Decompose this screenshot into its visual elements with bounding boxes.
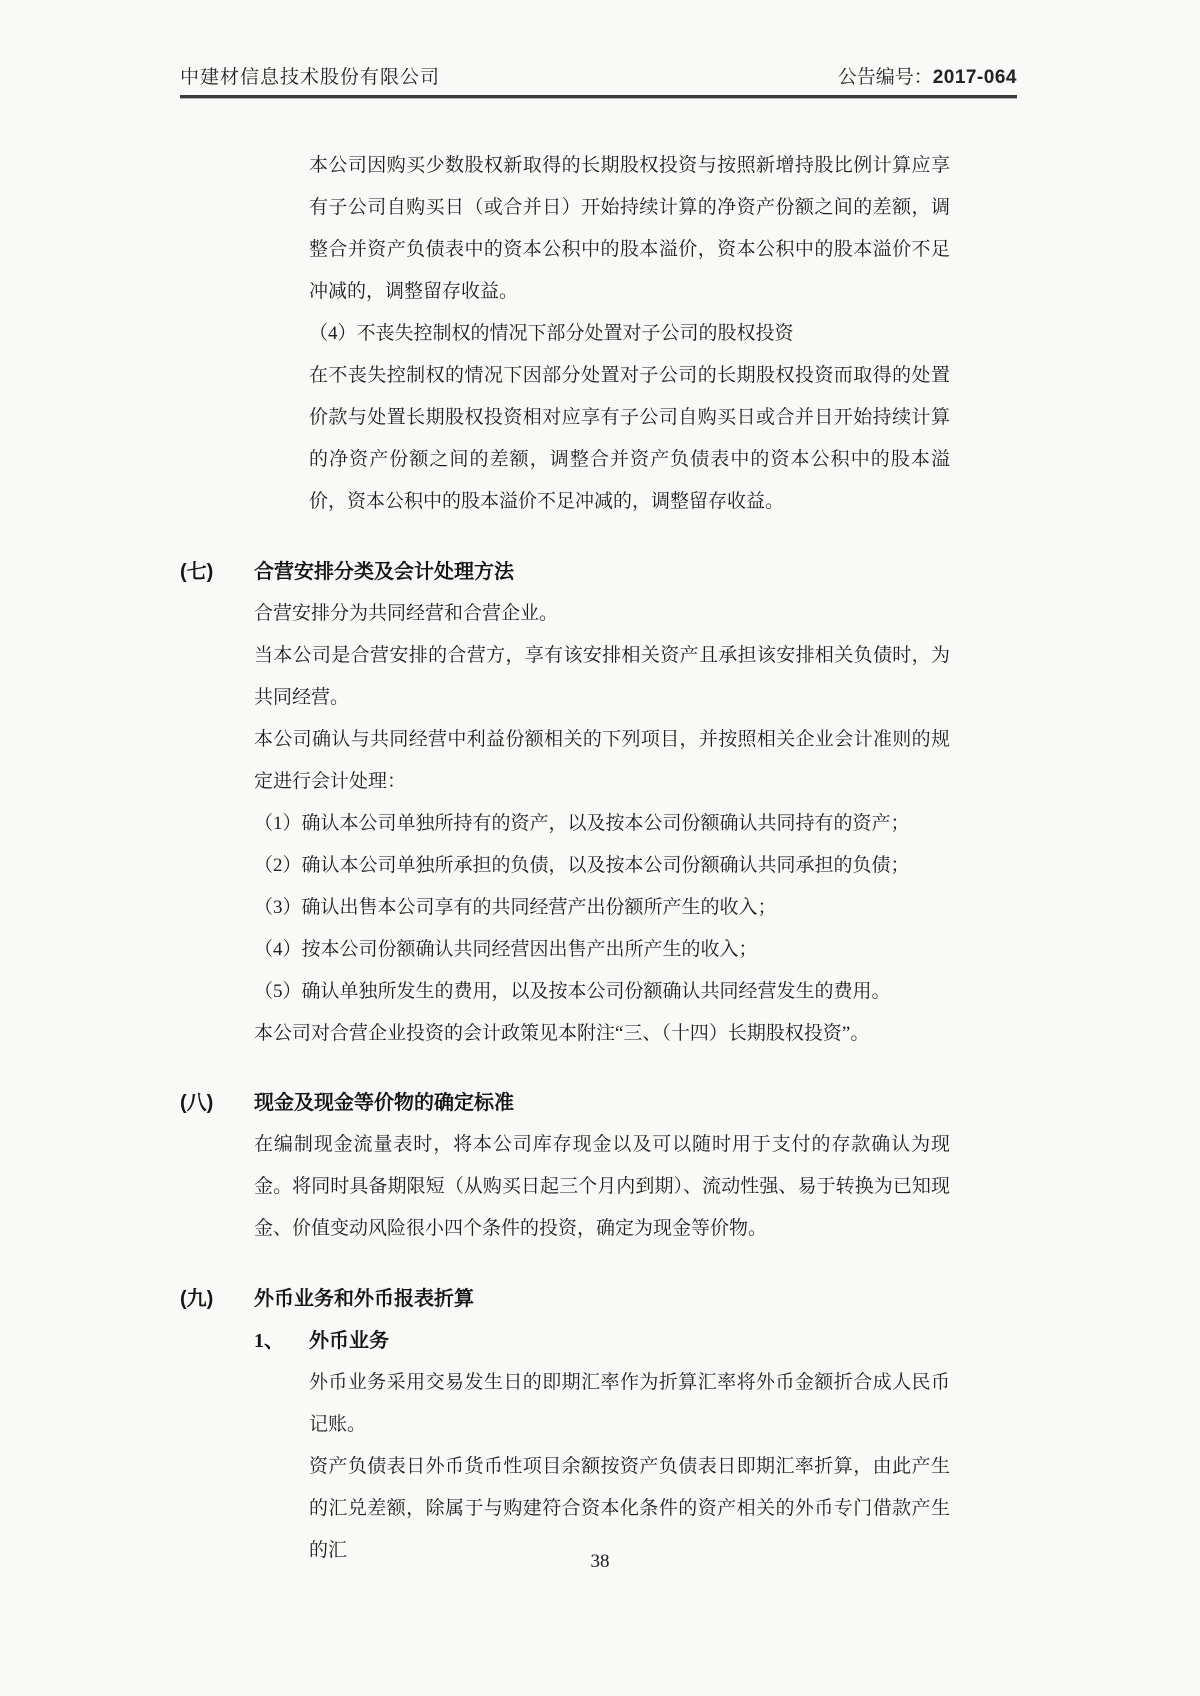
section-heading — [180, 551, 950, 593]
section-number: (七) — [180, 561, 214, 583]
section-title: 外币业务和外币报表折算 — [254, 1288, 474, 1310]
section-8 — [180, 1082, 950, 1250]
section-9 — [180, 1278, 950, 1572]
section-number: (八) — [180, 1092, 214, 1114]
header-divider — [180, 95, 1017, 99]
paragraph: 本公司因购买少数股权新取得的长期股权投资与按照新增持股比例计算应享有子公司自购买日（或合并日）开始持续计算的净资产份额之间的差额，调整合并资产负债表中的资本公积中的股本溢价，资本公积中的股本溢价不足冲减的，调整留存收益。 — [309, 155, 950, 302]
page-footer — [0, 1548, 1200, 1576]
list-item: （1）确认本公司单独所持有的资产，以及按本公司份额确认共同持有的资产； — [254, 813, 910, 834]
paragraph: 资产负债表日外币货币性项目余额按资产负债表日即期汇率折算，由此产生的汇兑差额，除属于与购建符合资本化条件的资产相关的外币专门借款产生的汇 — [309, 1456, 950, 1561]
section-heading — [180, 1082, 950, 1124]
document-body — [180, 145, 950, 1572]
paragraph: 在不丧失控制权的情况下因部分处置对子公司的长期股权投资而取得的处置价款与处置长期股权投资相对应享有子公司自购买日或合并日开始持续计算的净资产份额之间的差额，调整合并资产负债表中的资本公积中的股本溢价，资本公积中的股本溢价不足冲减的，调整留存收益。 — [309, 365, 950, 512]
list-item: （2）确认本公司单独所承担的负债，以及按本公司份额确认共同承担的负债； — [254, 855, 910, 876]
subsection-number: 1、 — [254, 1330, 284, 1352]
announcement-number-value: 2017-064 — [932, 67, 1017, 88]
paragraph: 本公司确认与共同经营中利益份额相关的下列项目，并按照相关企业会计准则的规定进行会计处理： — [254, 729, 950, 792]
list-item-heading: （4）不丧失控制权的情况下部分处置对子公司的股权投资 — [309, 323, 794, 344]
paragraph: 本公司对合营企业投资的会计政策见本附注“三、（十四）长期股权投资”。 — [254, 1023, 870, 1044]
page-header — [180, 62, 1017, 94]
section-title: 合营安排分类及会计处理方法 — [254, 561, 514, 583]
announcement-number-label: 公告编号： — [837, 67, 933, 88]
list-item: （3）确认出售本公司享有的共同经营产出份额所产生的收入； — [254, 897, 777, 918]
announcement-number — [838, 62, 1017, 89]
section-title: 现金及现金等价物的确定标准 — [254, 1092, 514, 1114]
paragraph: 合营安排分为共同经营和合营企业。 — [254, 603, 559, 624]
paragraph: 在编制现金流量表时，将本公司库存现金以及可以随时用于支付的存款确认为现金。将同时具备期限短（从购买日起三个月内到期）、流动性强、易于转换为已知现金、价值变动风险很小四个条件的投资，确定为现金等价物。 — [254, 1134, 950, 1239]
list-item: （5）确认单独所发生的费用，以及按本公司份额确认共同经营发生的费用。 — [254, 981, 891, 1002]
page-number: 38 — [590, 1551, 610, 1572]
section-heading — [180, 1278, 950, 1320]
subsection-title: 外币业务 — [309, 1330, 389, 1352]
subsection-heading — [254, 1320, 950, 1362]
section-7 — [180, 551, 950, 1055]
list-item: （4）按本公司份额确认共同经营因出售产出所产生的收入； — [254, 939, 758, 960]
section-number: (九) — [180, 1288, 214, 1310]
paragraph: 外币业务采用交易发生日的即期汇率作为折算汇率将外币金额折合成人民币记账。 — [309, 1372, 950, 1435]
paragraph: 当本公司是合营安排的合营方，享有该安排相关资产且承担该安排相关负债时，为共同经营。 — [254, 645, 950, 708]
company-name: 中建材信息技术股份有限公司 — [180, 67, 441, 88]
